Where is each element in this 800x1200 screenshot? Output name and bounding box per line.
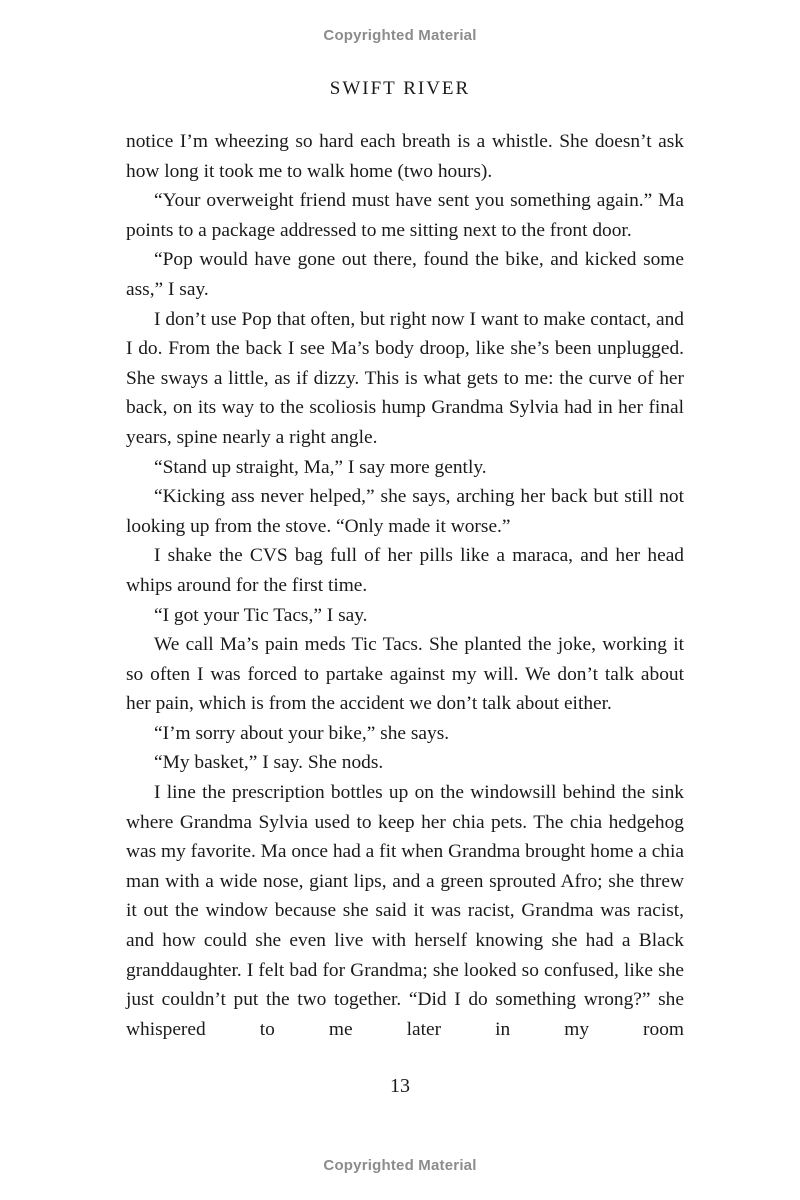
paragraph: “My basket,” I say. She nods.	[154, 752, 384, 774]
paragraph: “Stand up straight, Ma,” I say more gently.	[154, 456, 487, 478]
paragraph: “I’m sorry about your bike,” she says.	[154, 722, 450, 744]
paragraph: “Kicking ass never helped,” she says, arching her back but still not looking up from the stove. “Only made it worse.”	[126, 486, 684, 537]
paragraph: I line the prescription bottles up on the windowsill behind the sink where Grandma Sylvia used to keep her chia pets. The chia hedgehog was my favorite. Ma once had a fit when Grandma brought home a chia man with a wide nose, giant lips, and a green sprouted Afro; she threw it out the window because she said it was racist, Grandma was racist, and how could she even live with herself knowing she had a Black granddaughter. I felt bad for Grandma; she looked so confused, like she just couldn’t put the two together. “Did I do something wrong?” she whispered to me later in my room	[126, 782, 684, 1040]
paragraph: “Your overweight friend must have sent you something again.” Ma points to a package addressed to me sitting next to the front door.	[126, 190, 684, 241]
paragraph: “I got your Tic Tacs,” I say.	[154, 604, 368, 626]
page-number: 13	[390, 1075, 410, 1097]
paragraph: We call Ma’s pain meds Tic Tacs. She planted the joke, working it so often I was forced to partake against my will. We don’t talk about her pain, which is from the accident we don’t talk about either.	[126, 634, 684, 715]
body-text	[126, 127, 684, 1044]
paragraph: notice I’m wheezing so hard each breath is a whistle. She doesn’t ask how long it took me to walk home (two hours).	[126, 131, 684, 182]
paragraph: “Pop would have gone out there, found the bike, and kicked some ass,” I say.	[126, 249, 684, 300]
paragraph: I shake the CVS bag full of her pills like a maraca, and her head whips around for the first time.	[126, 545, 684, 596]
watermark-bottom: Copyrighted Material	[323, 1157, 477, 1174]
watermark-top: Copyrighted Material	[323, 27, 477, 44]
paragraph: I don’t use Pop that often, but right now I want to make contact, and I do. From the back I see Ma’s body droop, like she’s been unplugged. She sways a little, as if dizzy. This is what gets to me: the curve of her back, on its way to the scoliosis hump Grandma Sylvia had in her final years, spine nearly a right angle.	[126, 308, 684, 448]
running-head: SWIFT RIVER	[329, 78, 471, 99]
